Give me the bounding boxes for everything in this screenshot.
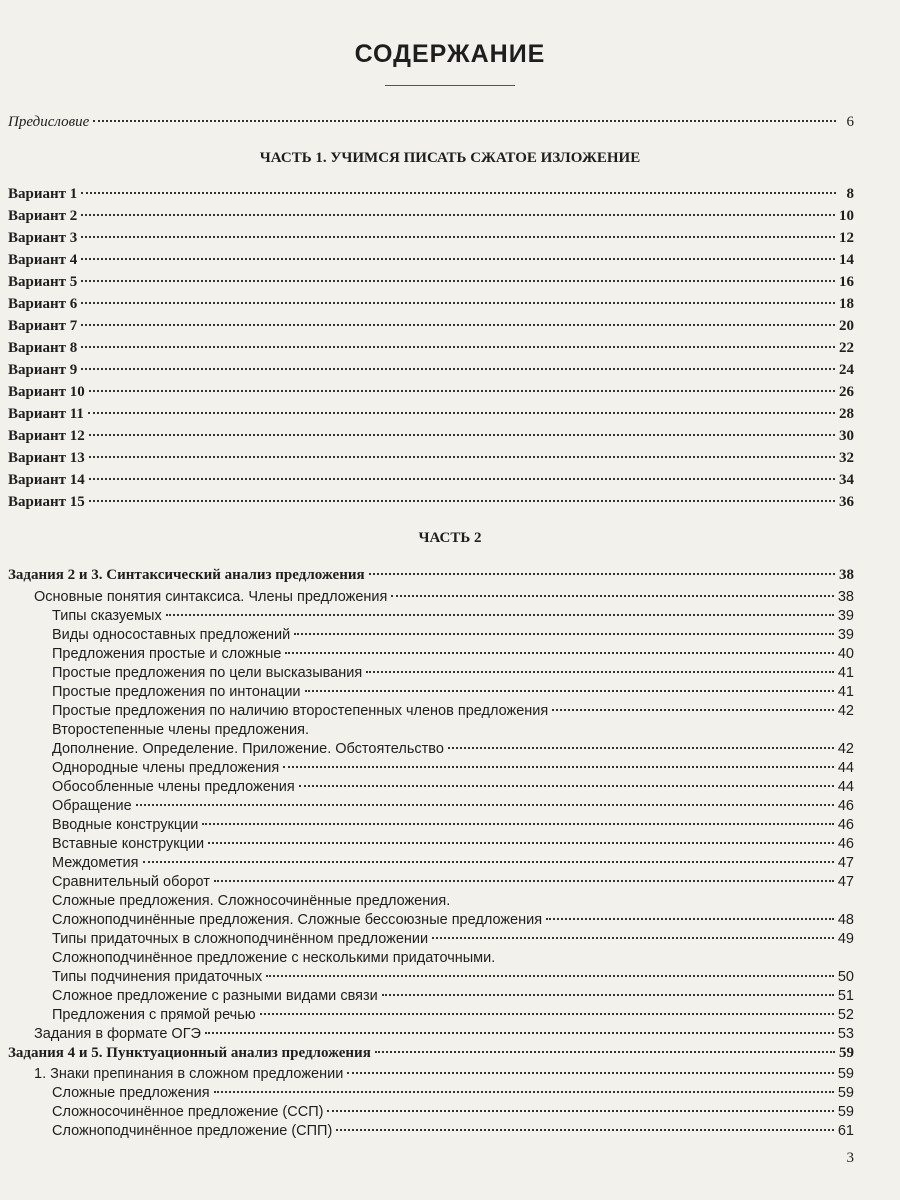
dot-leader bbox=[375, 1051, 835, 1053]
toc-entry bbox=[52, 758, 854, 778]
toc-entry-label: Сложноподчинённые предложения. Сложные бессоюзные предложения bbox=[52, 912, 543, 928]
dot-leader bbox=[88, 412, 835, 414]
toc-entry-page: 42 bbox=[837, 703, 854, 719]
toc-entry-label: Вариант 7 bbox=[8, 318, 78, 334]
toc-entry-label: Вариант 5 bbox=[8, 274, 78, 290]
dot-leader bbox=[81, 280, 835, 282]
toc-entry-page: 18 bbox=[839, 296, 854, 312]
toc-entry bbox=[52, 625, 854, 645]
dot-leader bbox=[81, 302, 835, 304]
toc-entry-label: Типы сказуемых bbox=[52, 608, 162, 624]
toc-entry-section bbox=[8, 565, 854, 585]
toc-entry-preface bbox=[8, 112, 854, 132]
dot-leader bbox=[81, 192, 836, 194]
toc-entry-variant-11 bbox=[8, 404, 854, 424]
toc-entry-page: 46 bbox=[837, 798, 854, 814]
toc-entry-label: Типы подчинения придаточных bbox=[52, 969, 263, 985]
toc-entry-page: 42 bbox=[837, 741, 854, 757]
toc-entry-label: Второстепенные члены предложения. bbox=[52, 722, 310, 738]
dot-leader bbox=[285, 652, 833, 654]
page-number: 3 bbox=[846, 1150, 854, 1166]
toc-entry-page: 8 bbox=[846, 186, 854, 202]
dot-leader bbox=[347, 1072, 834, 1074]
toc-entry-label: Вариант 2 bbox=[8, 208, 78, 224]
toc-entry-label: Сложные предложения. Сложносочинённые предложения. bbox=[52, 893, 451, 909]
dot-leader bbox=[214, 1091, 834, 1093]
toc-entry-page: 22 bbox=[839, 340, 854, 356]
toc-entry-label: Сложное предложение с разными видами связи bbox=[52, 988, 378, 1004]
dot-leader bbox=[89, 434, 835, 436]
toc-entry bbox=[52, 663, 854, 683]
toc-entry-variant-13 bbox=[8, 448, 854, 468]
toc-entry-label: Предложения простые и сложные bbox=[52, 646, 282, 662]
toc-entry-variant-3 bbox=[8, 228, 854, 248]
toc-entry-label: Вариант 3 bbox=[8, 230, 78, 246]
toc-entry bbox=[52, 1005, 854, 1025]
toc-entry-page: 46 bbox=[837, 836, 854, 852]
toc-entry bbox=[52, 891, 854, 911]
toc-entry-page: 32 bbox=[839, 450, 854, 466]
toc-entry-page: 52 bbox=[837, 1007, 854, 1023]
toc-entry-label: Междометия bbox=[52, 855, 139, 871]
toc-entry-label: Вариант 11 bbox=[8, 406, 84, 422]
toc-entry-page: 28 bbox=[839, 406, 854, 422]
toc-entry-label: Вариант 1 bbox=[8, 186, 78, 202]
dot-leader bbox=[81, 346, 835, 348]
dot-leader bbox=[299, 785, 834, 787]
dot-leader bbox=[260, 1013, 834, 1015]
dot-leader bbox=[81, 324, 835, 326]
toc-entry-page: 59 bbox=[837, 1085, 854, 1101]
dot-leader bbox=[89, 500, 835, 502]
toc-entry-variant-10 bbox=[8, 382, 854, 402]
dot-leader bbox=[336, 1129, 834, 1131]
toc-entry-page: 59 bbox=[837, 1066, 854, 1082]
toc-entry-label: Простые предложения по интонации bbox=[52, 684, 301, 700]
toc-entry-page: 53 bbox=[837, 1026, 854, 1042]
toc-entry-label: Простые предложения по наличию второстепенных членов предложения bbox=[52, 703, 549, 719]
toc-entry-variant-15 bbox=[8, 492, 854, 512]
toc-entry-variant-5 bbox=[8, 272, 854, 292]
toc-entry-page: 41 bbox=[837, 665, 854, 681]
toc-entry bbox=[52, 777, 854, 797]
toc-entry-page: 26 bbox=[839, 384, 854, 400]
toc-entry bbox=[52, 720, 854, 740]
toc-entry-subsection bbox=[34, 1024, 854, 1044]
toc-entry bbox=[52, 1083, 854, 1103]
toc-entry-variant-2 bbox=[8, 206, 854, 226]
part2-heading: ЧАСТЬ 2 bbox=[418, 530, 482, 546]
toc-entry-label: Вариант 15 bbox=[8, 494, 85, 510]
toc-entry-page: 12 bbox=[839, 230, 854, 246]
toc-entry-page: 39 bbox=[837, 627, 854, 643]
toc-entry-label: Сложносочинённое предложение (ССП) bbox=[52, 1104, 324, 1120]
dot-leader bbox=[89, 456, 835, 458]
toc-entry-label: Предложения с прямой речью bbox=[52, 1007, 256, 1023]
toc-entry-variant-7 bbox=[8, 316, 854, 336]
toc-entry bbox=[52, 948, 854, 968]
toc-entry-page: 44 bbox=[837, 760, 854, 776]
toc-entry bbox=[52, 853, 854, 873]
toc-entry-page: 6 bbox=[846, 114, 854, 130]
dot-leader bbox=[294, 633, 834, 635]
toc-entry-label: Сложноподчинённое предложение с несколькими придаточными. bbox=[52, 950, 496, 966]
toc-entry bbox=[52, 872, 854, 892]
toc-entry bbox=[52, 834, 854, 854]
toc-entry-page: 14 bbox=[839, 252, 854, 268]
toc-entry-label: Вариант 10 bbox=[8, 384, 85, 400]
toc-entry-label: Дополнение. Определение. Приложение. Обстоятельство bbox=[52, 741, 444, 757]
toc-entry-label: Вариант 9 bbox=[8, 362, 78, 378]
toc-entry bbox=[52, 682, 854, 702]
toc-entry-page: 16 bbox=[839, 274, 854, 290]
toc-entry-label: Предисловие bbox=[8, 114, 90, 130]
toc-entry bbox=[52, 1121, 854, 1141]
toc-entry-page: 41 bbox=[837, 684, 854, 700]
toc-entry-label: Основные понятия синтаксиса. Члены предложения bbox=[34, 589, 388, 605]
toc-entry-label: Вариант 12 bbox=[8, 428, 85, 444]
dot-leader bbox=[89, 390, 835, 392]
dot-leader bbox=[81, 368, 835, 370]
toc-entry-label: Сложные предложения bbox=[52, 1085, 210, 1101]
toc-entry-label: Вводные конструкции bbox=[52, 817, 199, 833]
toc-entry-page: 24 bbox=[839, 362, 854, 378]
dot-leader bbox=[327, 1110, 833, 1112]
dot-leader bbox=[205, 1032, 834, 1034]
toc-entry-page: 38 bbox=[839, 567, 854, 583]
toc-entry-label: 1. Знаки препинания в сложном предложении bbox=[34, 1066, 344, 1082]
dot-leader bbox=[81, 214, 835, 216]
toc-entry-page: 50 bbox=[837, 969, 854, 985]
dot-leader bbox=[214, 880, 834, 882]
toc-entry bbox=[52, 1102, 854, 1122]
toc-entry-variant-9 bbox=[8, 360, 854, 380]
toc-entry bbox=[52, 701, 854, 721]
toc-entry bbox=[52, 796, 854, 816]
toc-entry-variant-14 bbox=[8, 470, 854, 490]
toc-entry-variant-8 bbox=[8, 338, 854, 358]
toc-entry-page: 51 bbox=[837, 988, 854, 1004]
toc-entry-label: Вставные конструкции bbox=[52, 836, 205, 852]
toc-entry-label: Вариант 14 bbox=[8, 472, 85, 488]
dot-leader bbox=[81, 236, 835, 238]
toc-entry-label: Виды односоставных предложений bbox=[52, 627, 291, 643]
toc-entry-label: Вариант 6 bbox=[8, 296, 78, 312]
toc-entry-page: 48 bbox=[837, 912, 854, 928]
toc-entry-label: Обособленные члены предложения bbox=[52, 779, 295, 795]
page-title: СОДЕРЖАНИЕ bbox=[354, 40, 546, 68]
toc-entry-label: Однородные члены предложения bbox=[52, 760, 280, 776]
toc-entry-page: 36 bbox=[839, 494, 854, 510]
dot-leader bbox=[283, 766, 834, 768]
toc-entry-label: Вариант 4 bbox=[8, 252, 78, 268]
dot-leader bbox=[208, 842, 834, 844]
dot-leader bbox=[143, 861, 834, 863]
dot-leader bbox=[136, 804, 834, 806]
dot-leader bbox=[448, 747, 834, 749]
toc-entry-page: 59 bbox=[837, 1104, 854, 1120]
dot-leader bbox=[391, 595, 833, 597]
toc-entry bbox=[52, 606, 854, 626]
toc-entry bbox=[52, 644, 854, 664]
toc-entry-page: 40 bbox=[837, 646, 854, 662]
dot-leader bbox=[89, 478, 835, 480]
toc-entry-label: Задания 2 и 3. Синтаксический анализ предложения bbox=[8, 567, 365, 583]
toc-entry-label: Простые предложения по цели высказывания bbox=[52, 665, 363, 681]
toc-entry-label: Задания 4 и 5. Пунктуационный анализ предложения bbox=[8, 1045, 371, 1061]
toc-entry-page: 30 bbox=[839, 428, 854, 444]
toc-entry-label: Сравнительный оборот bbox=[52, 874, 210, 890]
toc-entry-section bbox=[8, 1043, 854, 1063]
toc-entry-page: 61 bbox=[837, 1123, 854, 1139]
dot-leader bbox=[202, 823, 833, 825]
toc-entry-page: 39 bbox=[837, 608, 854, 624]
dot-leader bbox=[382, 994, 834, 996]
toc-entry-page: 59 bbox=[839, 1045, 854, 1061]
toc-entry bbox=[52, 967, 854, 987]
part1-heading: ЧАСТЬ 1. УЧИМСЯ ПИСАТЬ СЖАТОЕ ИЗЛОЖЕНИЕ bbox=[259, 150, 641, 166]
dot-leader bbox=[552, 709, 834, 711]
toc-entry bbox=[52, 815, 854, 835]
toc-entry-page: 10 bbox=[839, 208, 854, 224]
dot-leader bbox=[366, 671, 834, 673]
dot-leader bbox=[166, 614, 834, 616]
title-divider bbox=[385, 85, 515, 86]
dot-leader bbox=[93, 120, 836, 122]
toc-entry-page: 44 bbox=[837, 779, 854, 795]
toc-entry bbox=[52, 929, 854, 949]
toc-entry-variant-6 bbox=[8, 294, 854, 314]
toc-entry-page: 49 bbox=[837, 931, 854, 947]
toc-entry-page: 38 bbox=[837, 589, 854, 605]
toc-entry-variant-12 bbox=[8, 426, 854, 446]
dot-leader bbox=[546, 918, 834, 920]
toc-entry-label: Задания в формате ОГЭ bbox=[34, 1026, 201, 1042]
toc-entry-page: 47 bbox=[837, 855, 854, 871]
dot-leader bbox=[81, 258, 835, 260]
toc-entry bbox=[52, 986, 854, 1006]
dot-leader bbox=[432, 937, 834, 939]
toc-entry-label: Вариант 8 bbox=[8, 340, 78, 356]
toc-entry-label: Типы придаточных в сложноподчинённом предложении bbox=[52, 931, 429, 947]
toc-entry-variant-1 bbox=[8, 184, 854, 204]
toc-entry-label: Обращение bbox=[52, 798, 132, 814]
dot-leader bbox=[369, 573, 835, 575]
dot-leader bbox=[266, 975, 834, 977]
toc-entry-page: 20 bbox=[839, 318, 854, 334]
toc-entry-page: 47 bbox=[837, 874, 854, 890]
toc-entry-label: Сложноподчинённое предложение (СПП) bbox=[52, 1123, 333, 1139]
toc-entry bbox=[52, 739, 854, 759]
toc-entry bbox=[52, 910, 854, 930]
toc-entry-variant-4 bbox=[8, 250, 854, 270]
toc-entry-subsection bbox=[34, 1064, 854, 1084]
dot-leader bbox=[305, 690, 834, 692]
toc-entry-subsection bbox=[34, 587, 854, 607]
toc-entry-page: 34 bbox=[839, 472, 854, 488]
toc-entry-page: 46 bbox=[837, 817, 854, 833]
toc-entry-label: Вариант 13 bbox=[8, 450, 85, 466]
